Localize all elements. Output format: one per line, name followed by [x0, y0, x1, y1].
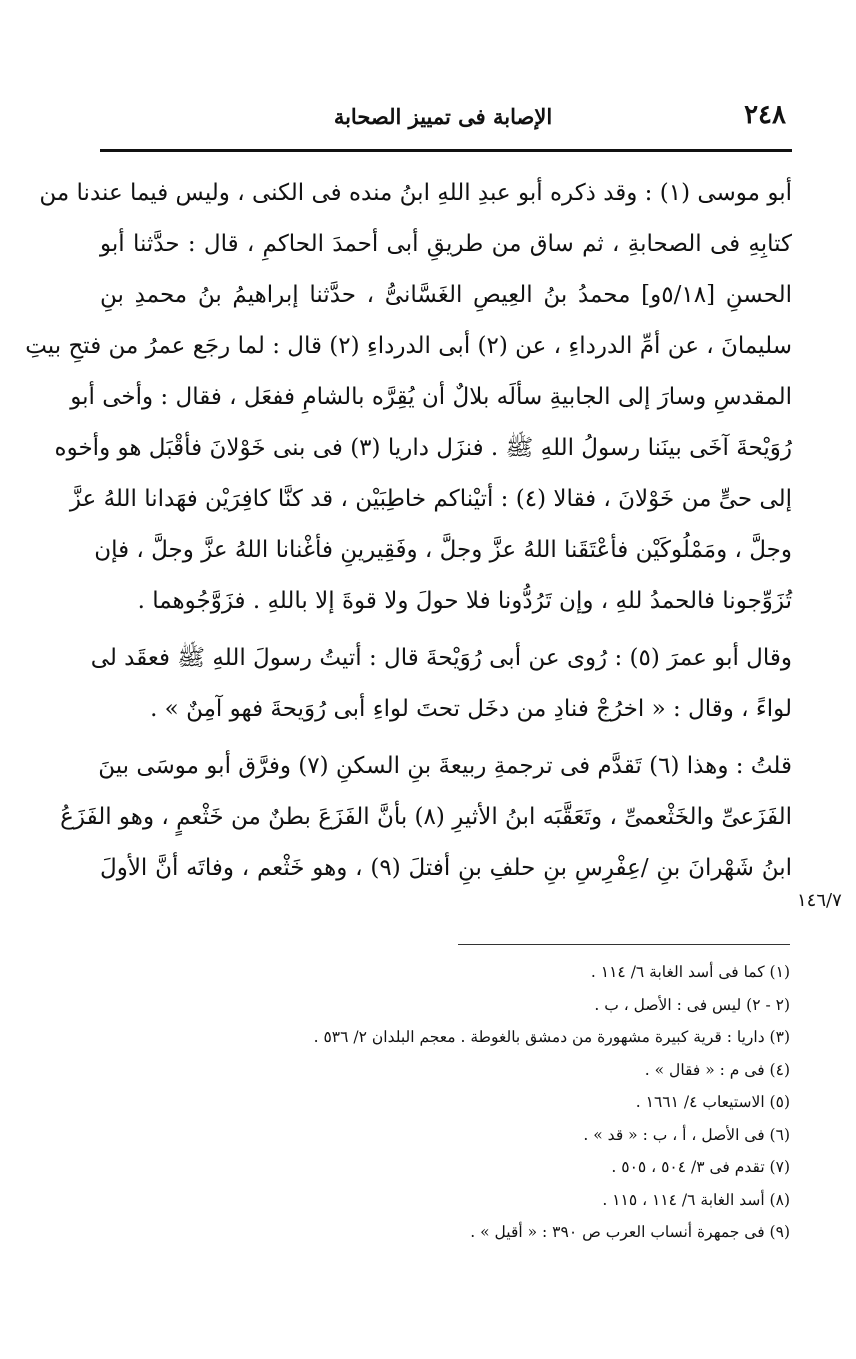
- text-line: لواءً ، وقال : « اخرُجْ فنادِ من دخَل تحتَ لواءِ أبى رُوَيحةَ فهو آمِنٌ » .: [150, 696, 792, 722]
- paragraph-commentary: [60, 741, 793, 894]
- header-rule: [100, 149, 792, 152]
- page-header: [100, 100, 786, 140]
- footnote-separator: [458, 944, 790, 945]
- text-line: وجلَّ ، ومَمْلُوكَيْن فأعْتَقَنا اللهُ عزَّ وجلَّ ، وفَقِيرينِ فأغْنانا اللهُ عزَّ وجلَّ ، فإن: [94, 537, 792, 563]
- text-line: إلى حىٍّ من خَوْلانَ ، فقالا (٤) : أتيْناكم خاطِبَيْن ، قد كنَّا كافِرَيْن فهَدانا اللهُ عزَّ: [69, 486, 792, 512]
- text-line: أبو موسى (١) : وقد ذكره أبو عبدِ اللهِ ابنُ منده فى الكنى ، وليس فيما عندنا من: [39, 180, 792, 206]
- paragraph-abu-musa: [25, 168, 792, 627]
- text-line: الحسنِ [٥/١٨و] محمدُ بنُ العِيصِ الغَسَّانىُّ ، حدَّثنا إبراهيمُ بنُ محمدِ بنِ: [100, 282, 792, 308]
- footnote: (٢ - ٢) ليس فى : الأصل ، ب .: [594, 995, 790, 1014]
- running-title: الإصابة فى تمييز الصحابة: [333, 104, 553, 129]
- footnote: (٧) تقدم فى ٣/ ٥٠٤ ، ٥٠٥ .: [611, 1158, 790, 1176]
- text-line: تُزَوِّجونا فالحمدُ للهِ ، وإن تَرُدُّونا فلا حولَ ولا قوةَ إلا باللهِ . فزَوَّجُوهما .: [137, 588, 792, 614]
- margin-reference: ١٤٦/٧: [797, 890, 842, 911]
- text-line: كتابِهِ فى الصحابةِ ، ثم ساق من طريقِ أبى أحمدَ الحاكمِ ، قال : حدَّثنا أبو: [100, 231, 792, 257]
- text-line: المقدسِ وسارَ إلى الجابيةِ سألَه بلالٌ أن يُقِرَّه بالشامِ ففعَل ، فقال : وأخى أبو: [70, 384, 792, 410]
- main-text: [25, 168, 793, 900]
- text-line: وقال أبو عمرَ (٥) : رُوى عن أبى رُوَيْحةَ قال : أتيتُ رسولَ اللهِ ﷺ فعقَد لى: [90, 645, 792, 671]
- page-number: ٢٤٨: [744, 100, 786, 130]
- footnote: (١) كما فى أسد الغابة ٦/ ١١٤ .: [590, 963, 790, 981]
- footnote: (٦) فى الأصل ، أ ، ب : « قد » .: [583, 1125, 790, 1144]
- paragraph-abu-umar: [90, 633, 792, 735]
- text-line: ابنُ شَهْرانَ بنِ /عِفْرِسِ بنِ حلفِ بنِ أفتلَ (٩) ، وهو خَثْعم ، وفاتَه أنَّ الأولَ: [100, 855, 793, 881]
- footnote: (٩) فى جمهرة أنساب العرب ص ٣٩٠ : « أقيل » .: [470, 1223, 790, 1241]
- text-line: قلتُ : وهذا (٦) تَقدَّم فى ترجمةِ ربيعةَ بنِ السكنِ (٧) وفرَّق أبو موسَى بينَ: [98, 753, 792, 779]
- footnote: (٣) داريا : قرية كبيرة مشهورة من دمشق بالغوطة . معجم البلدان ٢/ ٥٣٦ .: [313, 1028, 790, 1046]
- footnote: (٨) أسد الغابة ٦/ ١١٤ ، ١١٥ .: [602, 1190, 790, 1209]
- text-line: سليمانَ ، عن أمِّ الدرداءِ ، عن (٢) أبى الدرداءِ (٢) قال : لما رجَع عمرُ من فتحِ بيتِ: [25, 333, 792, 359]
- footnotes: [170, 956, 790, 1249]
- footnote: (٥) الاستيعاب ٤/ ١٦٦١ .: [635, 1093, 790, 1111]
- text-line: الفَزَعىِّ والخَثْعمىِّ ، وتَعَقَّبَه ابنُ الأثيرِ (٨) بأنَّ الفَزَعَ بطنٌ من خَثْعمٍ ، وهو الفَزَعُ: [60, 804, 792, 830]
- text-line: رُوَيْحةَ آخَى بينَنا رسولُ اللهِ ﷺ . فنزَل داريا (٣) فى بنى خَوْلانَ فأقْبَل هو وأخوه: [54, 435, 792, 461]
- footnote: (٤) فى م : « فقال » .: [644, 1060, 790, 1079]
